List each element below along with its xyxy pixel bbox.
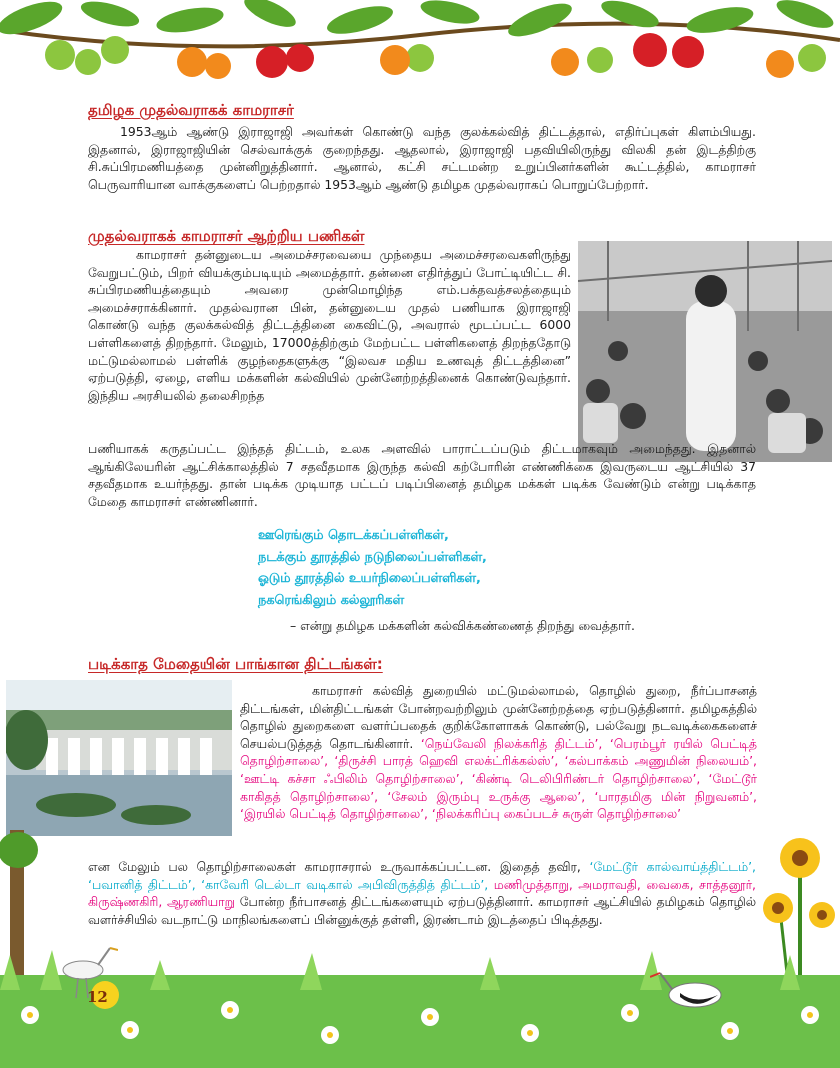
fruit-branch-icon bbox=[0, 0, 840, 92]
section-heading-chief-minister: தமிழக முதல்வராகக் காமராசர் bbox=[88, 101, 294, 119]
section-heading-projects: படிக்காத மேதையின் பாங்கான திட்டங்கள்: bbox=[88, 655, 383, 673]
dam-photo bbox=[6, 680, 232, 836]
industry-list: ‘நெய்வேலி நிலக்கரித் திட்டம்’, ‘பெரம்பூர் ரயில் பெட்டித் தொழிற்சாலை’, ‘திருச்சி பாரத் ஹெவி எலக்ட்ரிக்கல்ஸ்’, ‘கல்பாக்கம் அணுமின் நிலையம்’, ‘ஊட்டி கச்சா ஃபிலிம் தொழிற்சாலை’, ‘கிண்டி டெலிபிரிண்டர் தொழிற்சாலை’, ‘மேட்டூர் காகிதத் தொழிற்சாலை’, ‘சேலம் இரும்பு உருக்கு ஆலை’, ‘பாரதமிகு மின் நிறுவனம்’, ‘இரயில் பெட்டித் தொழிற்சாலை’, ‘நிலக்கரிப்பு கைப்படச் சுருள் தொழிற்சாலை’ bbox=[240, 735, 757, 822]
closing-text: போன்ற நீர்பாசனத் திட்டங்களையும் ஏற்படுத்தினார். காமராசர் ஆட்சியில் தமிழகம் தொழில் வளர்ச்சியில் வடநாட்டு மாநிலங்களைப் பின்னுக்குத் தள்ளி, இரண்டாம் இடத்தைப் பிடித்தது. bbox=[88, 894, 757, 927]
industries-tail: என மேலும் பல தொழிற்சாலைகள் காமராசரால் உருவாக்கப்பட்டன. இதைத் தவிர, bbox=[88, 859, 581, 874]
section2-paragraph-full: பணியாகக் கருதப்பட்ட இந்தத் திட்டம், உலக அளவில் பாராட்டப்படும் திட்டமாகவும் அமைந்தது. இதனால் ஆங்கிலேயரின் ஆட்சிக்காலத்தில் 7 சதவீதமாக இருந்த கல்வி கற்போரின் எண்ணிக்கை இவருடைய ஆட்சியில் 37 சதவீதமாக உயர்ந்தது. தான் படிக்க முடியாத பட்டப் படிப்பினைத் தமிழக மக்கள் படிக்க வேண்டும் என்று படிக்காத மேதை காமராசர் எண்ணினார். bbox=[88, 441, 756, 509]
poem-attribution: – என்று தமிழக மக்களின் கல்விக்கண்ணைத் திறந்து வைத்தார். bbox=[290, 618, 635, 633]
section3-intro: காமராசர் கல்வித் துறையில் மட்டுமல்லாமல், தொழில் துறை, நீர்ப்பாசனத் திட்டங்கள், மின்திட்டங்கள் போன்றவற்றிலும் முன்னேற்றத்தை ஏற்படுத்தினார். தமிழகத்தில் தொழில் துறைகளை வளர்ப்பதைக் குறிக்கோளாகக் கொண்டு, பல்வேறு நடவடிக்கைகளைச் செயல்படுத்தத் தொடங்கினார். bbox=[240, 683, 757, 751]
section3-continuation bbox=[88, 858, 756, 928]
kamaraj-photo bbox=[578, 241, 832, 462]
education-poem bbox=[258, 525, 487, 611]
stork-icon bbox=[650, 965, 740, 1025]
poem-line: நடக்கும் தூரத்தில் நடுநிலைப்பள்ளிகள், bbox=[258, 549, 487, 565]
section2-paragraph-wrap: காமராசர் தன்னுடைய அமைச்சரவையை முந்தைய அமைச்சரவைகளிருந்து வேறுபட்டும், பிறர் வியக்கும்படியும் அமைத்தார். தன்னை எதிர்த்துப் போட்டியிட்ட சி. சுப்பிரமணியத்தையும் அவரை முன்மொழிந்த எம்.பக்தவத்சலத்தையும் அமைச்சராக்கினார். முதல்வரான பின், தன்னுடைய முதல் பணியாக இராஜாஜி கொண்டு வந்த குலக்கல்வித் திட்டத்தினை கைவிட்டு, அவரால் மூடப்பட்ட 6000 பள்ளிகளைத் திறந்தார். மேலும், 17000த்திற்கும் மேற்பட்ட பள்ளிகளைத் திறந்ததோடு மட்டுமல்லாமல் பள்ளிக் குழந்தைகளுக்கு “இலவச மதிய உணவுத் திட்டத்தினை” ஏற்படுத்தி, ஏழை, எளிய மக்களின் கல்வியில் முன்னேற்றத்தினைக் கொண்டுவந்தார். இந்திய அரசியலில் தலைசிறந்த bbox=[88, 247, 571, 403]
poem-line: நகரெங்கிலும் கல்லூரிகள் bbox=[258, 592, 405, 608]
section1-paragraph: 1953ஆம் ஆண்டு இராஜாஜி அவர்கள் கொண்டு வந்த குலக்கல்வித் திட்டத்தால், எதிர்ப்புகள் கிளம்பியது. இதனால், இராஜாஜியின் செல்வாக்குக் குறைந்தது. ஆதலால், இராஜாஜி பதவியிலிருந்து விலகி தன் இடத்திற்கு சி.சுப்பிரமணியத்தை முன்னிறுத்தினார். ஆனால், கட்சி சட்டமன்ற உறுப்பினர்களின் கூட்டத்தில், காமராசர் பெருவாரியான வாக்குகளைப் பெற்றதால் 1953ஆம் ஆண்டு தமிழக முதல்வராகப் பொறுப்பேற்றார். bbox=[88, 124, 756, 192]
section3-text bbox=[240, 682, 757, 823]
poem-line: ஊரெங்கும் தொடக்கப்பள்ளிகள், bbox=[258, 528, 449, 543]
page-number: 12 bbox=[87, 988, 108, 1006]
section-heading-achievements: முதல்வராகக் காமராசர் ஆற்றிய பணிகள் bbox=[88, 227, 365, 245]
irrigation-list: ‘மேட்டூர் கால்வாய்த்திட்டம்’, ‘பவானித் திட்டம்’, ‘காவேரி டெல்டா வடிகால் அபிவிருத்தித் திட்டம்’, bbox=[88, 859, 756, 892]
rivers-list: மணிமுத்தாறு, அமராவதி, வைகை, சாத்தனூர், கிருஷ்ணகிரி, ஆரணியாறு bbox=[88, 876, 756, 910]
poem-line: ஓடும் தூரத்தில் உயர்நிலைப்பள்ளிகள், bbox=[258, 571, 481, 586]
